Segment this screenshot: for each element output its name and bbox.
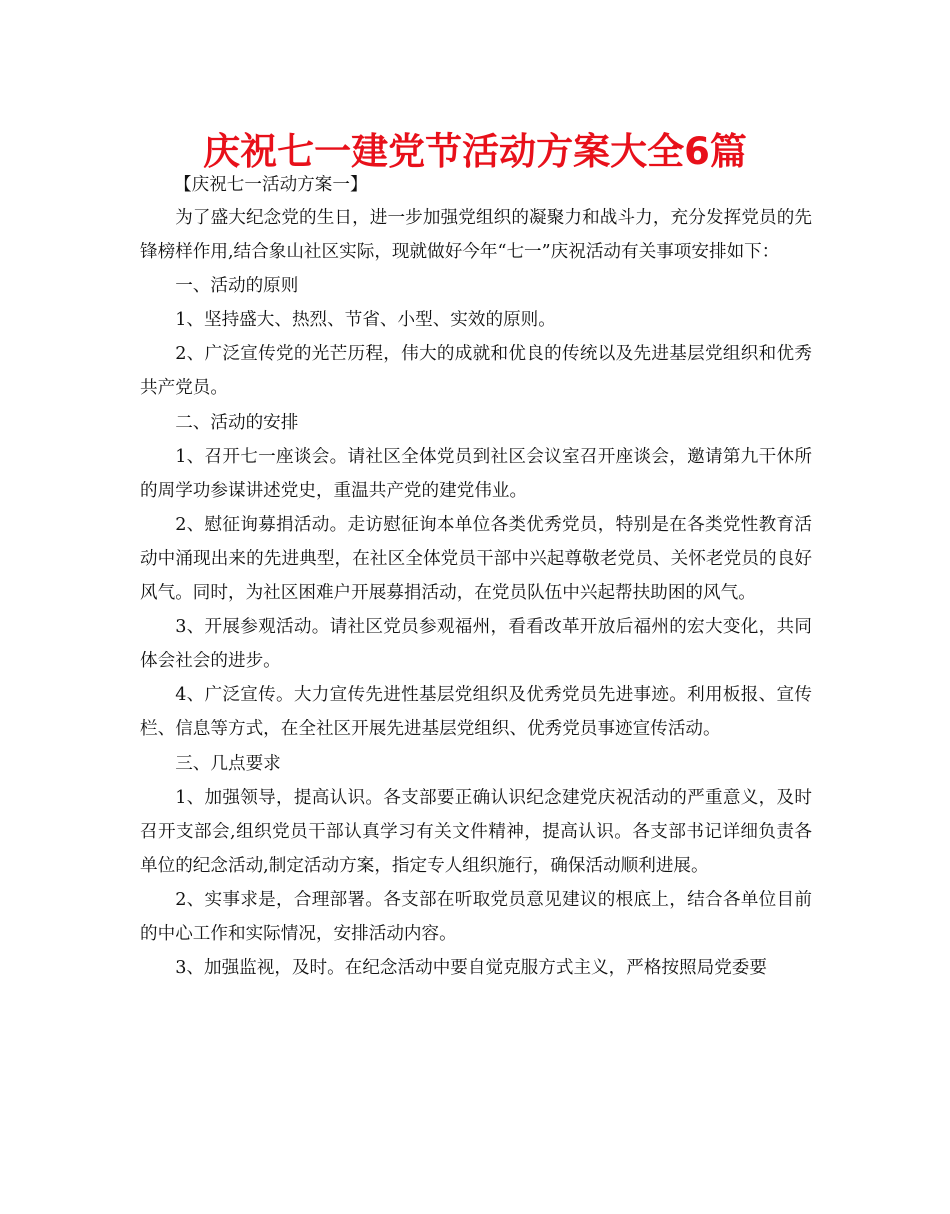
section-heading: 【庆祝七一活动方案一】 — [174, 175, 368, 195]
paragraph-arrangement-3: 3、开展参观活动。请社区党员参观福州，看看改革开放后福州的宏大变化，共同体会社会的进步。 — [140, 617, 812, 672]
paragraph-arrangement-1: 1、召开七一座谈会。请社区全体党员到社区会议室召开座谈会，邀请第九干休所的周学功参谋讲述党史，重温共产党的建党伟业。 — [140, 446, 812, 501]
paragraph-intro: 为了盛大纪念党的生日，进一步加强党组织的凝聚力和战斗力，充分发挥党员的先锋榜样作用,结合象山社区实际，现就做好今年“七一”庆祝活动有关事项安排如下： — [140, 208, 812, 263]
paragraph-requirement-1: 1、加强领导，提高认识。各支部要正确认识纪念建党庆祝活动的严重意义，及时召开支部会,组织党员干部认真学习有关文件精神，提高认识。各支部书记详细负责各单位的纪念活动,制定活动方案，指定专人组织施行，确保活动顺利进展。 — [140, 787, 812, 876]
paragraph-arrangement-2: 2、慰征询募捐活动。走访慰征询本单位各类优秀党员，特别是在各类党性教育活动中涌现出来的先进典型，在社区全体党员干部中兴起尊敬老党员、关怀老党员的良好风气。同时，为社区困难户开展募捐活动，在党员队伍中兴起帮扶助困的风气。 — [140, 514, 812, 604]
heading-requirements: 三、几点要求 — [175, 753, 281, 774]
paragraph-requirement-3: 3、加强监视，及时。在纪念活动中要自觉克服方式主义，严格按照局党委要 — [175, 958, 767, 979]
heading-arrangements: 二、活动的安排 — [175, 412, 299, 433]
heading-principles: 一、活动的原则 — [175, 276, 299, 297]
paragraph-requirement-2: 2、实事求是，合理部署。各支部在听取党员意见建议的根底上，结合各单位目前的中心工作和实际情况，安排活动内容。 — [140, 889, 812, 944]
document-title: 庆祝七一建党节活动方案大全6篇 — [203, 130, 747, 173]
paragraph-principle-1: 1、坚持盛大、热烈、节省、小型、实效的原则。 — [175, 310, 556, 331]
document-body — [140, 201, 812, 985]
paragraph-principle-2: 2、广泛宣传党的光芒历程，伟大的成就和优良的传统以及先进基层党组织和优秀共产党员。 — [140, 344, 812, 399]
paragraph-arrangement-4: 4、广泛宣传。大力宣传先进性基层党组织及优秀党员先进事迹。利用板报、宣传栏、信息等方式，在全社区开展先进基层党组织、优秀党员事迹宣传活动。 — [140, 685, 812, 740]
